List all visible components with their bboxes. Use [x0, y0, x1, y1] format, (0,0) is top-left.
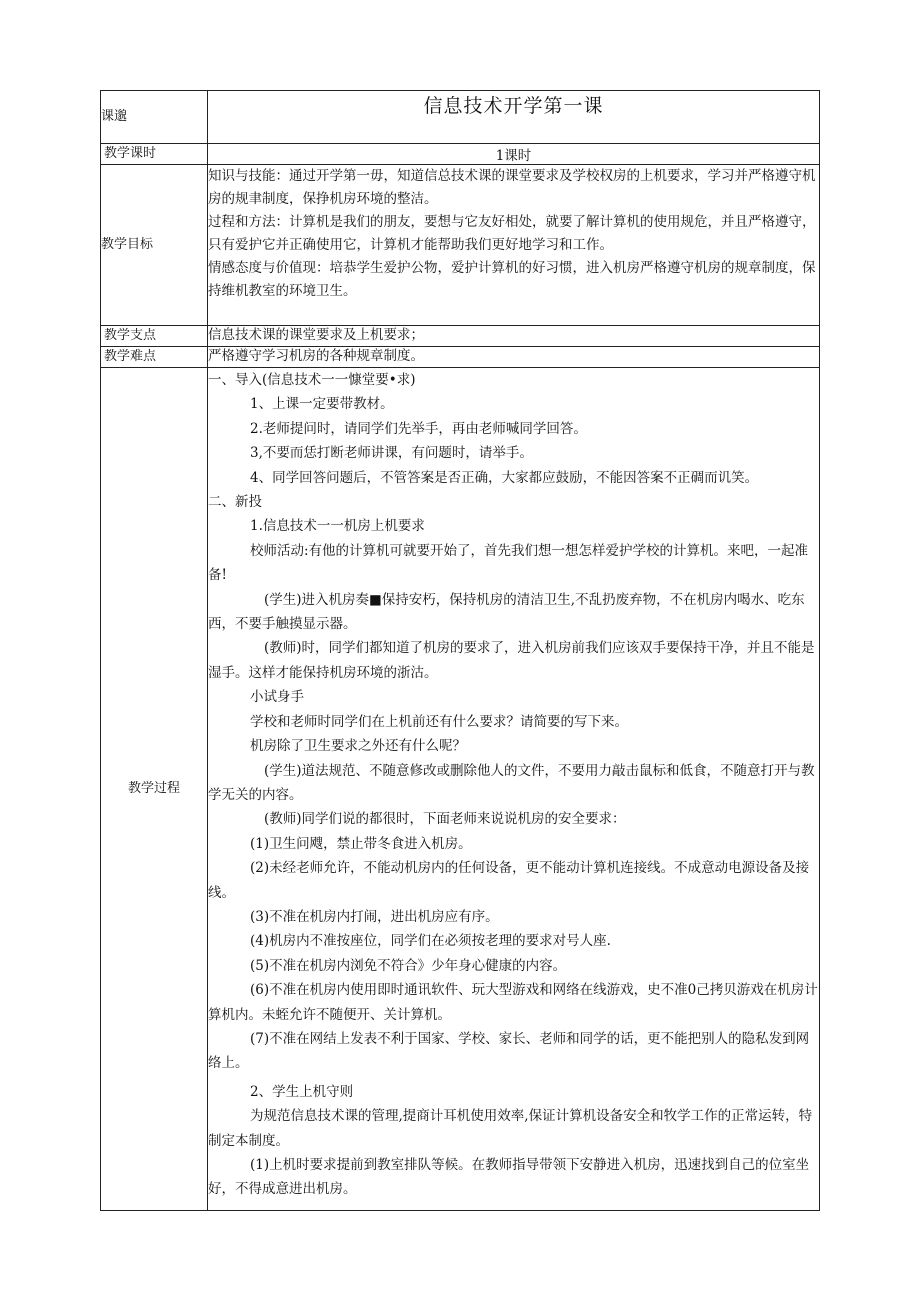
rule-6: (6)不准在机房内使用即时通讯软件、玩大型游戏和网络在线游戏，史不准0己拷贝游戏在机房计算机内。未蛭允许不随便开、关计算机。 — [208, 982, 818, 1023]
rule-4: (4)机房内不准按座位，同学们在必须按老理的要求对号人座. — [250, 933, 611, 950]
objective-process: 过程和方法：计算机是我们的朋友，要想与它友好相处，就要了解计算机的使用规危，并且严格遵守，只有爱护它并正确使用它，计算机才能帮助我们更好地学习和工作。 — [208, 214, 816, 253]
label-hours: 教学课时 — [101, 144, 208, 165]
paragraph-student-1: (学生)进入机房奏■保持安朽，保持机房的清洁卫生,不乱扔废弃物，不在机房内喝水、吃东西，不要手触摸显示器。 — [208, 591, 805, 633]
lesson-title: 信息技术开学第一课 — [208, 91, 820, 144]
paragraph-student-2: (学生)道法规范、不随意修改或删除他人的文件，不要用力敲击鼠标和低食，不随意打开与教学无关的内容。 — [208, 762, 815, 803]
paragraph-try-it: 小试身手 — [250, 689, 304, 706]
new-sub-heading-2: 2、学生上机守则 — [250, 1083, 354, 1100]
intro-item-3: 3,不要而恁打断老师讲课，有问题时，请举手。 — [250, 445, 533, 462]
label-subject: 课邈 — [101, 91, 208, 144]
intro-item-1: 1、上课一定要带教材。 — [250, 396, 394, 413]
difficulties-text: 严格遵守学习机房的各种规章制度。 — [208, 347, 820, 368]
intro-item-4: 4、同学回答问题后，不管答案是否正确，大家都应鼓励，不能因答案不正碉而讥笑。 — [250, 469, 759, 486]
paragraph-teacher-2: (教师)同学们说的都很时，下面老师来说说机房的安全要求： — [264, 811, 626, 828]
hours-value: 1课时 — [208, 144, 820, 165]
row-hours — [101, 144, 820, 165]
row-key-points — [101, 326, 820, 347]
objective-knowledge: 知识与技能：通过开学第一毋，知道信总技术课的课堂要求及学校权房的上机要求，学习并严格遵守机房的规聿制度，保挣机房环境的整洁。 — [208, 168, 816, 207]
paragraph-teacher-activity: 校师活动:有他的计算机可就要开始了，首先我们想一想怎样爱护学校的计算机。来吧，一起准备! — [208, 542, 809, 584]
section-intro-title: 一、导入(信息技术一一慷堂要•求) — [208, 372, 416, 388]
row-subject — [101, 91, 820, 144]
paragraph-question-2: 机房除了卫生要求之外还有什么呢？ — [250, 738, 466, 755]
row-process — [101, 368, 820, 1211]
row-difficulties — [101, 347, 820, 368]
objective-attitude: 情感态度与价值现：培恭学生爱护公物，爱护计算机的好习惯，进入机房严格遵守机房的规章制度，保持维机教室的环境卫生。 — [208, 260, 816, 299]
row-objectives — [101, 165, 820, 326]
rule-lab-1: (1)上机时要求提前到教室排队等候。在教师指导带领下安静进入机房，迅速找到自己的位室坐好，不得成意进出机房。 — [208, 1157, 810, 1198]
lesson-plan-table — [100, 90, 820, 1211]
section-new-title: 二、新投 — [208, 494, 262, 511]
rule-2: (2)未经老师允许，不能动机房内的任何设备，更不能动计算机连接线。不成意动电源设备及接线。 — [208, 860, 810, 901]
intro-item-2: 2.老师提问时，请同学们先举手，再由老师喊同学回答。 — [250, 420, 587, 437]
rule-5: (5)不准在机房内浏免不符合》少年身心健康的内容。 — [250, 957, 567, 974]
objectives-cell — [208, 165, 820, 326]
label-key-points: 教学支点 — [101, 326, 208, 347]
rule-3: (3)不准在机房内打闹，进出机房应有序。 — [250, 908, 499, 925]
label-process: 教学过程 — [101, 368, 208, 1211]
new-sub-heading-1: 1.信息技术一一机房上机要求 — [250, 518, 425, 535]
rule-1: (1)卫生问飕，禁止带冬食进入机房。 — [250, 835, 472, 852]
rule-7: (7)不准在网结上发表不利于国家、学校、家长、老师和同学的话，更不能把别人的隐私发到网络上。 — [208, 1030, 810, 1072]
key-points-text: 信息技术课的课堂要求及上机要求； — [208, 326, 820, 347]
process-cell — [208, 368, 820, 1211]
paragraph-question-1: 学校和老师时同学们在上机前还有什么要求？请简要的写下来。 — [250, 713, 628, 730]
paragraph-rules-intro: 为规范信息技术课的管理,提商计耳机使用效率,保证计算机设备安全和牧学工作的正常运转，特制定本制度。 — [208, 1108, 813, 1149]
paragraph-teacher-1: (教师)时，同学们都知道了机房的要求了，进入机房前我们应该双手要保持干净，并且不能是湿手。这样才能保持机房环境的浙沽。 — [208, 640, 815, 681]
label-difficulties: 教学难点 — [101, 347, 208, 368]
label-objectives: 教学目标 — [101, 165, 208, 326]
